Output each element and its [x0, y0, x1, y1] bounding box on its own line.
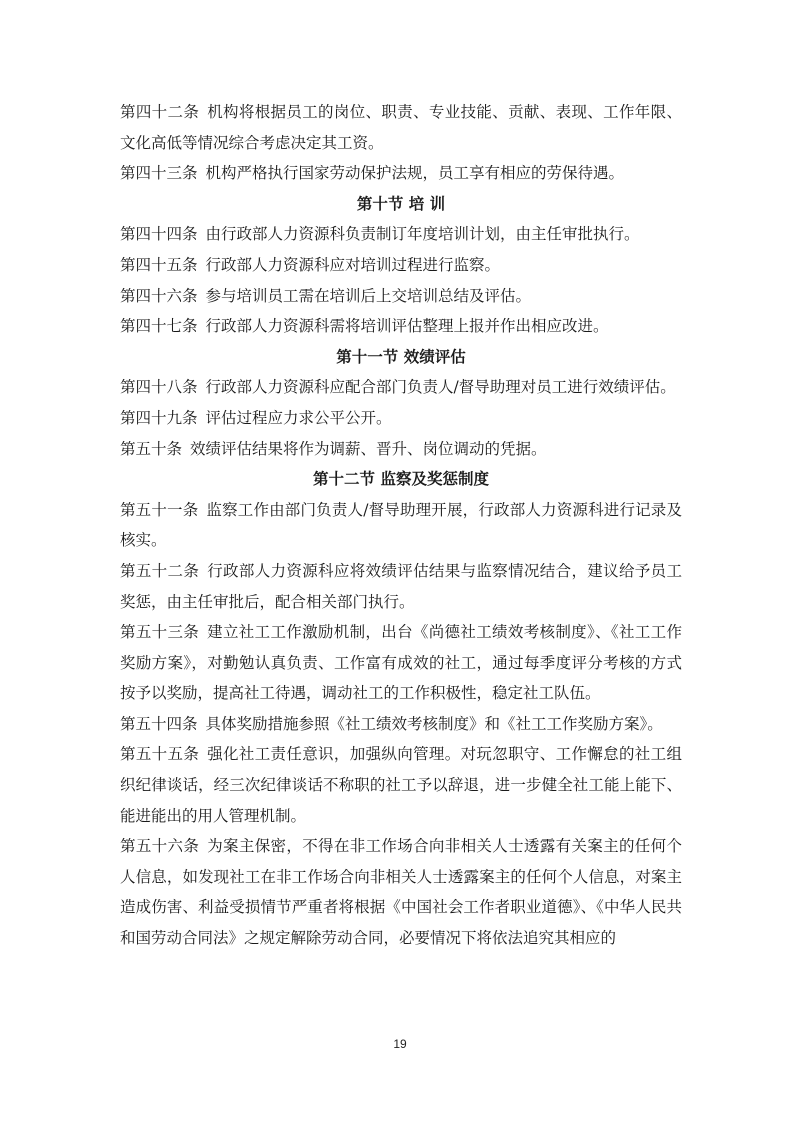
article-text: 由行政部人力资源科负责制订年度培训计划，由主任审批执行。 [205, 225, 640, 244]
article-paragraph [120, 739, 682, 831]
article-text: 建立社工工作激励机制，出台《尚德社工绩效考核制度》、《社工工作奖励方案》，对勤勉认真负责、工作富有成效的社工，通过每季度评分考核的方式按予以奖励，提高社工待遇，调动社工的工作积极性，稳定社工队伍。 [120, 623, 682, 703]
article-text: 效绩评估结果将作为调薪、晋升、岗位调动的凭据。 [190, 439, 547, 458]
article-paragraph [120, 281, 682, 312]
page-number: 19 [393, 1037, 407, 1051]
article-number: 第四十七条 [120, 317, 198, 336]
article-number: 第五十三条 [120, 623, 200, 642]
article-paragraph [120, 372, 682, 403]
article-paragraph [120, 219, 682, 250]
article-number: 第五十条 [120, 439, 183, 458]
article-number: 第四十九条 [120, 408, 198, 427]
article-text: 强化社工责任意识，加强纵向管理。对玩忽职守、工作懈怠的社工组织纪律谈话，经三次纪律谈话不称职的社工予以辞退，进一步健全社工能上能下、能进能出的用人管理机制。 [120, 745, 682, 825]
article-number: 第五十一条 [120, 500, 199, 519]
article-number: 第四十八条 [120, 378, 198, 397]
section-heading: 第十一节 效绩评估 [336, 347, 466, 366]
article-number: 第五十二条 [120, 561, 200, 580]
article-paragraph [120, 158, 682, 189]
article-number: 第五十五条 [120, 745, 200, 764]
article-number: 第四十六条 [120, 286, 198, 305]
article-paragraph [120, 617, 682, 709]
article-paragraph [120, 97, 682, 158]
article-number: 第五十四条 [120, 714, 198, 733]
article-text: 参与培训员工需在培训后上交培训总结及评估。 [205, 286, 532, 305]
article-text: 机构严格执行国家劳动保护法规，员工享有相应的劳保待遇。 [205, 164, 625, 183]
article-text: 行政部人力资源科应对培训过程进行监察。 [205, 255, 501, 274]
article-text: 监察工作由部门负责人/督导助理开展，行政部人力资源科进行记录及核实。 [120, 500, 682, 550]
article-number: 第四十二条 [120, 103, 200, 121]
article-text: 行政部人力资源科需将培训评估整理上报并作出相应改进。 [205, 317, 609, 336]
section-heading: 第十节 培 训 [356, 194, 446, 213]
article-number: 第五十六条 [120, 837, 200, 856]
article-text: 具体奖励措施参照《社工绩效考核制度》和《社工工作奖励方案》。 [205, 714, 663, 733]
article-number: 第四十五条 [120, 255, 198, 274]
article-text: 行政部人力资源科应将效绩评估结果与监察情况结合，建议给予员工奖惩，由主任审批后，配合相关部门执行。 [120, 561, 682, 611]
article-paragraph [120, 250, 682, 281]
document-body [120, 97, 682, 954]
article-paragraph [120, 434, 682, 465]
article-text: 行政部人力资源科应配合部门负责人/督导助理对员工进行效绩评估。 [205, 378, 676, 397]
article-paragraph [120, 831, 682, 953]
article-paragraph [120, 495, 682, 556]
article-text: 机构将根据员工的岗位、职责、专业技能、贡献、表现、工作年限、文化高低等情况综合考虑决定其工资。 [120, 103, 682, 152]
article-number: 第四十三条 [120, 164, 198, 183]
article-paragraph [120, 403, 682, 434]
article-text: 为案主保密，不得在非工作场合向非相关人士透露有关案主的任何个人信息，如发现社工在非工作场合向非相关人士透露案主的任何个人信息，对案主造成伤害、利益受损情节严重者将根据《中国社会工作者职业道德》、《中华人民共和国劳动合同法》之规定解除劳动合同，必要情况下将依法追究其相应的 [120, 837, 682, 948]
article-paragraph [120, 311, 682, 342]
article-number: 第四十四条 [120, 225, 198, 244]
article-paragraph [120, 556, 682, 617]
article-text: 评估过程应力求公平公开。 [205, 408, 392, 427]
section-heading: 第十二节 监察及奖惩制度 [313, 470, 489, 489]
article-paragraph [120, 709, 682, 740]
